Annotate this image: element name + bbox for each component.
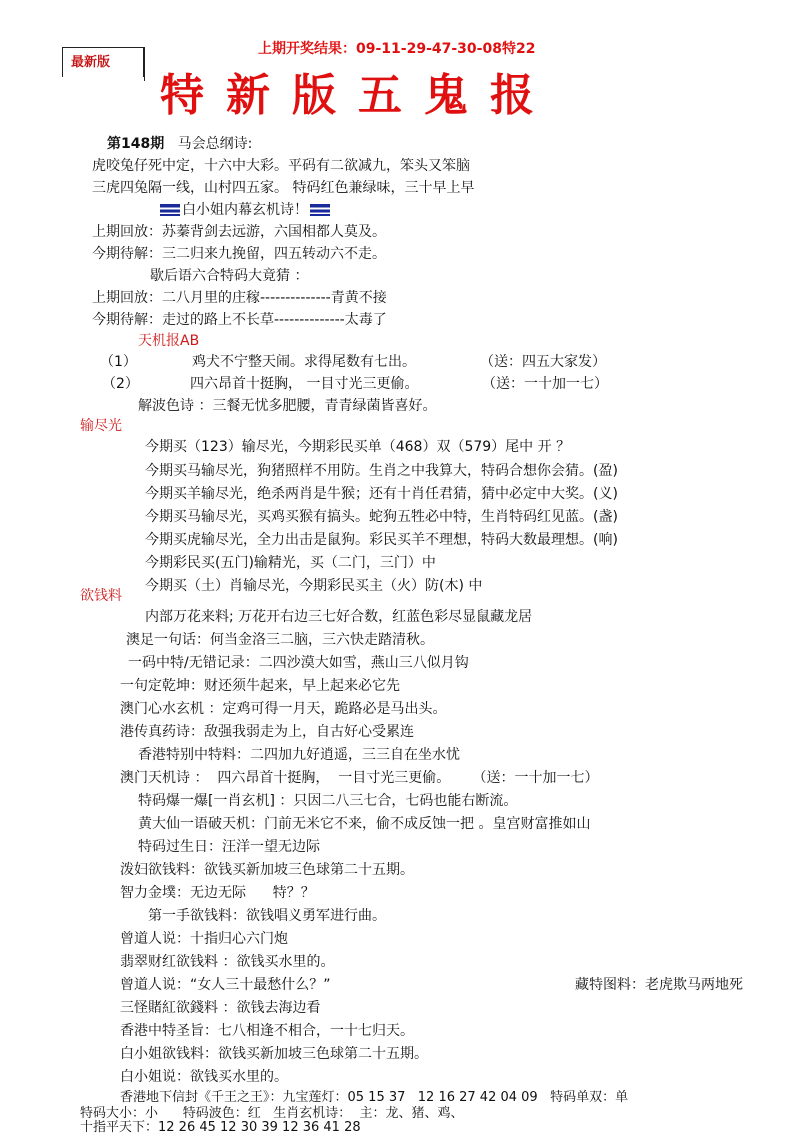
last-replay-line [92,222,386,242]
jiebo-poem: 解波色诗 ：三餐无忧多肥腰，青青绿菌皆喜好。 [138,398,437,414]
poem-title: 马会总纲诗: [177,136,253,152]
yuqian-line: 白小姐说：欲钱买水里的。 [120,1069,288,1085]
yuqian-line: 特码过生日：汪洋一望无边际 [138,839,320,855]
last-replay-label: 上期回放： [92,224,162,240]
shujin-line: 今期买马输尽光，买鸡买猴有搞头。蛇狗五牲必中特，生肖特码红见蓝。(盏) [145,509,618,525]
yuqian-line: 翡翠财红欲钱料 ：欲钱买水里的。 [120,954,335,970]
yuqian-line: 特码爆一爆[一肖玄机] ：只因二八三七合，七码也能右断流。 [138,793,518,809]
side-note: 藏特图料：老虎欺马两地死 [575,977,743,993]
flag-icon [310,204,330,216]
yuqian-line: 香港中特圣旨：七八相逢不相合，一十七归天。 [120,1023,414,1039]
miss-white-title-line [158,200,332,220]
xiehouyu-title: 歇后语六合特码大竟猜 ： [150,268,309,284]
last-replay-text: 苏蓁背剑去远游，六国相都人莫及。 [162,224,386,240]
this-period-text: 三二归来九挽留，四五转动六不走。 [162,246,386,262]
yuqian-line: 一句定乾坤：财还须牛起来，早上起来必它先 [120,678,400,694]
xiehouyu-this: 今期待解：走过的路上不长草--------------太毒了 [92,312,387,328]
shujin-line: 今期买虎输尽光，全力出击是鼠狗。彩民买羊不理想，特码大数最理想。(响) [145,532,618,548]
yuqian-line: 白小姐欲钱料：欲钱买新加坡三色球第二十五期。 [120,1046,428,1062]
yuqian-line: 澳门天机诗 ： 四六昂首十挺胸， 一目寸光三更偷。 （送：一十加一七） [120,770,599,786]
tianji-item-1-text: 鸡犬不宁整天闹。求得尾数有七出。 [192,354,416,370]
yuqian-line: 智力金墣：无边无际 特？？ [120,885,315,901]
yuqian-line: 香港地下信封《千王之王》：九宝莲灯：05 15 37 12 16 27 42 04 09 特码单双：单 [120,1090,629,1105]
poem-line-1: 虎咬兔仔死中定，十六中大彩。平码有二欲减九，笨头又笨脑 [92,158,470,174]
yuqian-line: 澳足一句话：何当金洛三二脑，三六快走踏清秋。 [126,632,434,648]
shujin-line: 今期买马输尽光，狗猪照样不用防。生肖之中我算大，特码合想你会猜。(盈) [145,463,618,479]
yuqian-line: 三怪賭紅欲錢料 ：欲钱去海边看 [120,1000,321,1016]
tail-line-1: 特码大小：小 特码波色：红 生肖玄机诗： 主：龙、猪、鸡、 [80,1106,464,1121]
period-number: 第148期 [107,136,165,152]
shujin-title: 输尽光 [80,418,122,434]
yuqian-line: 曾道人说：“女人三十最愁什么？” [120,977,331,993]
yuqian-line: 曾道人说：十指归心六门炮 [120,931,288,947]
poem-line-2: 三虎四兔隔一线，山村四五家。 特码红色兼绿味，三十早上早 [92,180,475,196]
this-period-line [92,244,386,264]
yuqian-title: 欲钱料 [80,588,122,604]
this-period-label: 今期待解： [92,246,162,262]
page-title: 特新版五鬼报 [160,70,556,121]
shujin-line: 今期买羊输尽光，绝杀两肖是牛猴；还有十肖任君猜，猜中必定中大奖。(义) [145,486,618,502]
yuqian-line: 港传真药诗：敌强我弱走为上，自古好心受累连 [120,724,414,740]
yuqian-line: 澳门心水玄机 ：定鸡可得一月天，跪路必是马出头。 [120,701,447,717]
yuqian-line: 香港特别中特料：二四加九好逍遥，三三自在坐水忧 [138,747,460,763]
shujin-line: 今期买（土）肖输尽光，今期彩民买主（火）防(木) 中 [145,578,483,594]
latest-edition-badge: 最新版 [62,47,144,77]
yuqian-line: 一码中特/无错记录：二四沙漠大如雪，燕山三八似月钩 [128,655,469,671]
xiehouyu-last: 上期回放：二八月里的庄稼--------------青黄不接 [92,290,387,306]
yuqian-line: 第一手欲钱料：欲钱唱义勇军进行曲。 [148,908,386,924]
yuqian-line: 黄大仙一语破天机：门前无米它不来，偷不成反蚀一把 。皇宫财富推如山 [138,816,591,832]
shujin-line: 今期买（123）输尽光，今期彩民买单（468）双（579）尾中 开 ？ [145,439,571,455]
tianji-item-2-send: （送：一十加一七） [482,376,608,392]
tianji-item-2-no: （2） [102,376,139,392]
badge-divider [144,47,145,81]
last-draw-result: 上期开奖结果：09-11-29-47-30-08特22 [258,41,536,57]
tianji-title: 天机报AB [138,333,200,349]
flag-icon [160,204,180,216]
yuqian-line: 内部万花来料; 万花开右边三七好合数，红蓝色彩尽显鼠藏龙居 [145,609,533,625]
yuqian-line: 泼妇欲钱料：欲钱买新加坡三色球第二十五期。 [120,862,414,878]
tianji-item-2-text: 四六昂首十挺胸， 一目寸光三更偷。 [190,376,419,392]
shujin-line: 今期彩民买(五门)输精光，买（二门，三门）中 [145,555,436,571]
tianji-item-1-send: （送：四五大家发） [480,354,606,370]
tianji-item-1-no: （1） [100,354,137,370]
tail-line-2: 十指平天下：12 26 45 12 30 39 12 36 41 28 [80,1120,361,1135]
miss-white-title: 白小姐内幕玄机诗！ [182,202,308,218]
period-line [107,134,252,154]
